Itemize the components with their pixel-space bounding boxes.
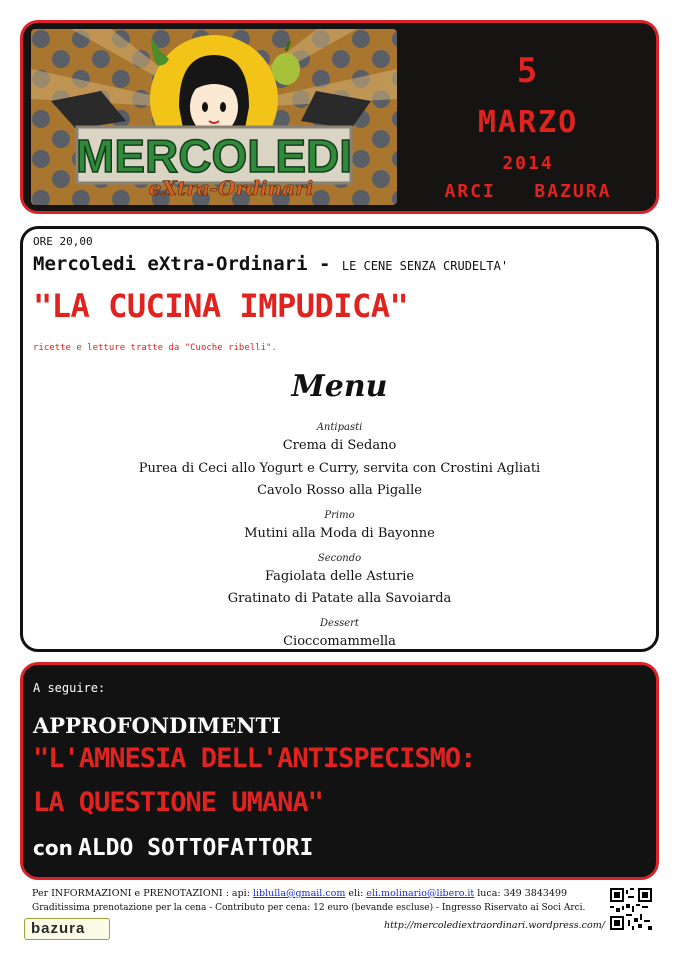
event-month: MARZO	[477, 105, 579, 140]
talk-title-line2: LA QUESTIONE UMANA"	[33, 787, 323, 818]
followup-panel	[20, 662, 659, 880]
dish-item: Mutini alla Moda di Bayonne	[244, 526, 435, 541]
dish-item: Fagiolata delle Asturie	[264, 569, 415, 584]
logo-illustration	[31, 29, 397, 205]
logo-sub-text: eXtra-Ordinari	[148, 176, 314, 200]
footer-notes: Graditissima prenotazione per la cena - Contributo per cena: 12 euro (bevande escluse) - Ingresso Riservato ai Soci Arci.	[32, 903, 586, 913]
talk-title-line1: "L'AMNESIA DELL'ANTISPECISMO:	[33, 743, 476, 774]
category-primo: Primo	[324, 510, 355, 521]
footer-info-prefix: Per INFORMAZIONI e PRENOTAZIONI : api:	[32, 888, 253, 899]
event-description: ricette e letture tratte da "Cuoche ribelli".	[33, 343, 277, 353]
event-logo	[31, 29, 397, 205]
dish-item: Crema di Sedano	[282, 438, 397, 453]
event-venue: ARCI BAZURA	[444, 181, 612, 202]
speaker-prefix: con	[33, 836, 73, 860]
menu-heading: Menu	[291, 369, 388, 404]
event-day: 5	[516, 51, 540, 91]
followup-heading: APPROFONDIMENTI	[33, 713, 281, 738]
dish-item: Gratinato di Patate alla Savoiarda	[227, 591, 452, 606]
followup-intro: A seguire:	[33, 681, 106, 695]
category-dessert: Dessert	[320, 618, 359, 629]
category-antipasti: Antipasti	[316, 422, 363, 433]
footer-info-suffix: luca: 349 3843499	[474, 888, 568, 899]
qr-code-icon	[610, 888, 652, 930]
logo-main-text: MERCOLEDI	[76, 130, 352, 182]
dish-item: Purea di Ceci allo Yogurt e Curry, servita con Crostini Agliati	[138, 461, 541, 476]
speaker-name: ALDO SOTTOFATTORI	[77, 835, 314, 861]
footer-info-mid: eli:	[345, 888, 367, 899]
website-link[interactable]: http://mercolediextraordinari.wordpress.com/	[384, 920, 605, 931]
bazura-logo-text: bazura	[31, 920, 86, 937]
dish-item: Cioccomammella	[283, 634, 396, 649]
speaker-line	[33, 835, 313, 861]
dish-item: Cavolo Rosso alla Pigalle	[257, 483, 422, 498]
event-separator: -	[307, 253, 342, 275]
email-link-api[interactable]: liblulla@gmail.com	[252, 888, 346, 899]
category-secondo: Secondo	[317, 553, 362, 564]
event-time: ORE 20,00	[33, 235, 93, 248]
bazura-logo	[24, 918, 110, 940]
email-link-eli[interactable]: eli.molinario@libero.it	[366, 888, 475, 899]
footer-contacts	[32, 888, 567, 899]
header-panel	[20, 20, 659, 214]
event-subtitle: LE CENE SENZA CRUDELTA'	[341, 259, 509, 273]
event-year: 2014	[502, 153, 554, 174]
event-series: Mercoledi eXtra-Ordinari	[33, 253, 308, 275]
event-series-line	[33, 253, 508, 275]
qr-code-graphic	[610, 888, 652, 930]
menu-panel	[20, 226, 659, 652]
event-title: "LA CUCINA IMPUDICA"	[33, 287, 409, 325]
